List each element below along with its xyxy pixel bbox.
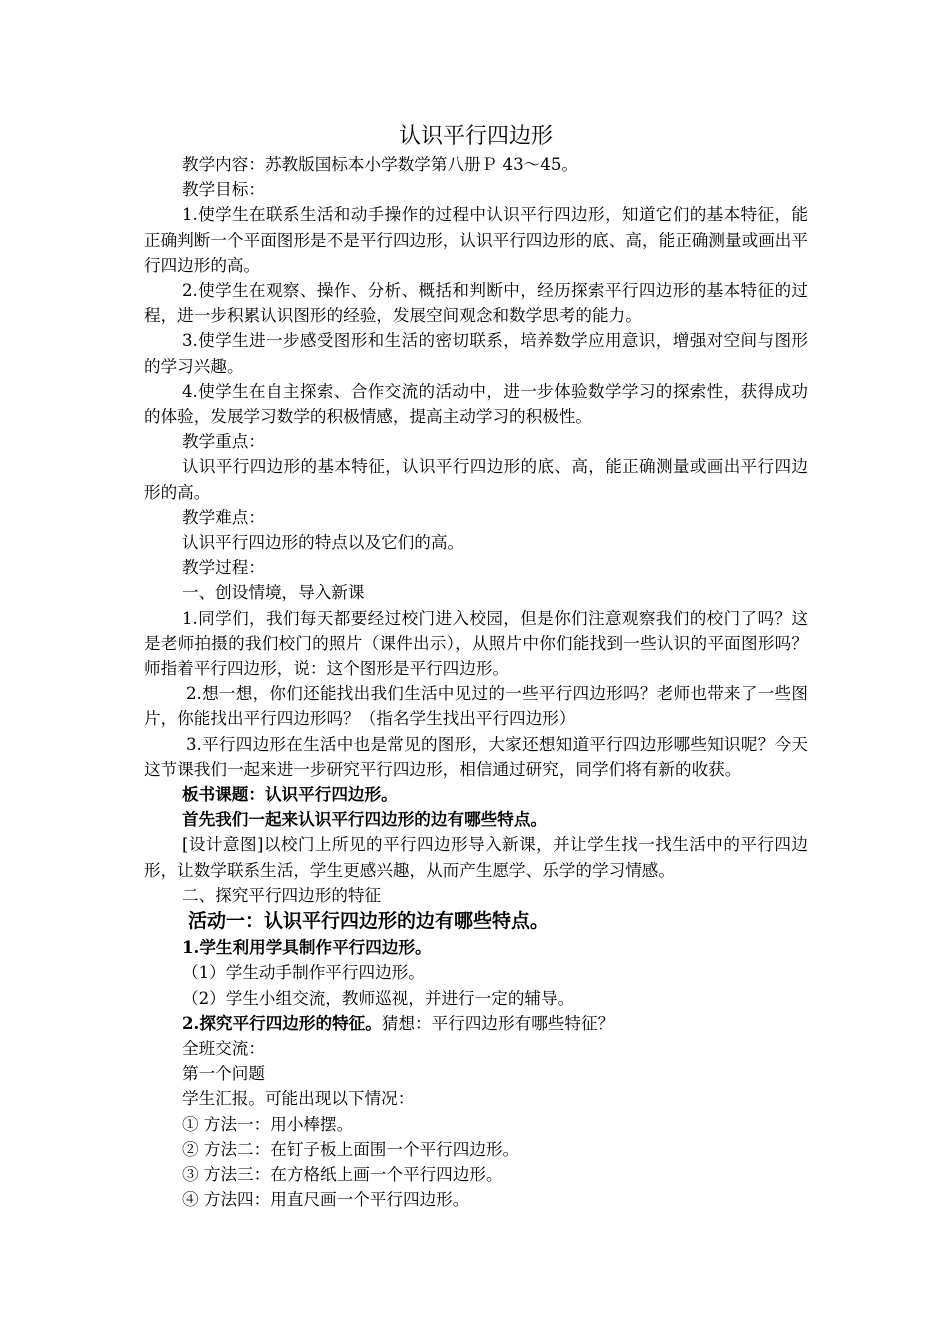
- section1-item-2: 2.想一想，你们还能找出我们生活中见过的一些平行四边形吗？老师也带来了一些图片，你能找出平行四边形吗？（指名学生找出平行四边形）: [144, 684, 808, 729]
- content-line: [144, 152, 808, 177]
- design-intent: [设计意图]以校门上所见的平行四边形导入新课，并让学生找一找生活中的平行四边形，让数学联系生活，学生更感兴趣，从而产生愿学、乐学的学习情感。: [144, 835, 808, 880]
- step-two: [144, 1011, 808, 1036]
- difficulty-text: 认识平行四边形的特点以及它们的高。: [182, 533, 465, 553]
- board-title: 板书课题：认识平行四边形。: [182, 784, 398, 805]
- difficulty-label: 教学难点：: [182, 507, 265, 527]
- method-4: ④ 方法四：用直尺画一个平行四边形。: [182, 1190, 470, 1210]
- section1-item-3: 3.平行四边形在生活中也是常见的图形，大家还想知道平行四边形哪些知识呢？今天这节课我们一起来进一步研究平行四边形，相信通过研究，同学们将有新的收获。: [144, 734, 808, 779]
- method-2: ② 方法二：在钉子板上面围一个平行四边形。: [182, 1139, 520, 1159]
- step-two-bold: 2.探究平行四边形的特征。: [182, 1012, 382, 1033]
- document-page: [144, 122, 808, 1212]
- goals-label: 教学目标：: [182, 180, 265, 200]
- goal-item-2: 2.使学生在观察、操作、分析、概括和判断中，经历探索平行四边形的基本特征的过程，进一步积累认识图形的经验，发展空间观念和数学思考的能力。: [144, 281, 808, 326]
- first-explore: 首先我们一起来认识平行四边形的边有哪些特点。: [182, 809, 548, 830]
- method-3: ③ 方法三：在方格纸上画一个平行四边形。: [182, 1164, 503, 1184]
- section2-heading: 二、探究平行四边形的特征: [182, 885, 382, 905]
- content-text: 苏教版国标本小学数学第八册Ｐ 43～45。: [264, 155, 578, 174]
- section1-heading: 一、创设情境，导入新课: [182, 583, 365, 603]
- student-report: 学生汇报。可能出现以下情况：: [182, 1089, 415, 1109]
- section1-item-1: 1.同学们，我们每天都要经过校门进入校园，但是你们注意观察我们的校门了吗？这是老师拍摄的我们校门的照片（课件出示），从照片中你们能找到一些认识的平面图形吗？师指着平行四边形，说：这个图形是平行四边形。: [144, 608, 808, 679]
- method-1: ① 方法一：用小棒摆。: [182, 1114, 354, 1134]
- step-two-rest: 猜想：平行四边形有哪些特征？: [381, 1013, 615, 1033]
- step-one-item-1: （1）学生动手制作平行四边形。: [182, 963, 425, 983]
- first-question: 第一个问题: [182, 1064, 265, 1084]
- step-one: 1.学生利用学具制作平行四边形。: [182, 937, 432, 958]
- page-title: 认识平行四边形: [398, 124, 553, 149]
- activity-one: 活动一：认识平行四边形的边有哪些特点。: [188, 910, 550, 933]
- key-point-label: 教学重点：: [182, 432, 265, 452]
- goal-item-4: 4.使学生在自主探索、合作交流的活动中，进一步体验数学学习的探索性，获得成功的体验，发展学习数学的积极情感，提高主动学习的积极性。: [144, 381, 808, 427]
- goal-item-1: 1.使学生在联系生活和动手操作的过程中认识平行四边形，知道它们的基本特征，能正确判断一个平面图形是不是平行四边形，认识平行四边形的底、高，能正确测量或画出平行四边形的高。: [144, 205, 808, 275]
- content-label: 教学内容：: [182, 155, 265, 174]
- step-one-item-2: （2）学生小组交流，教师巡视，并进行一定的辅导。: [182, 988, 575, 1008]
- process-label: 教学过程：: [182, 558, 265, 578]
- goal-item-3: 3.使学生进一步感受图形和生活的密切联系，培养数学应用意识，增强对空间与图形的学习兴趣。: [144, 331, 808, 376]
- class-exchange: 全班交流：: [182, 1038, 265, 1058]
- key-point-text: 认识平行四边形的基本特征，认识平行四边形的底、高，能正确测量或画出平行四边形的高。: [144, 457, 808, 502]
